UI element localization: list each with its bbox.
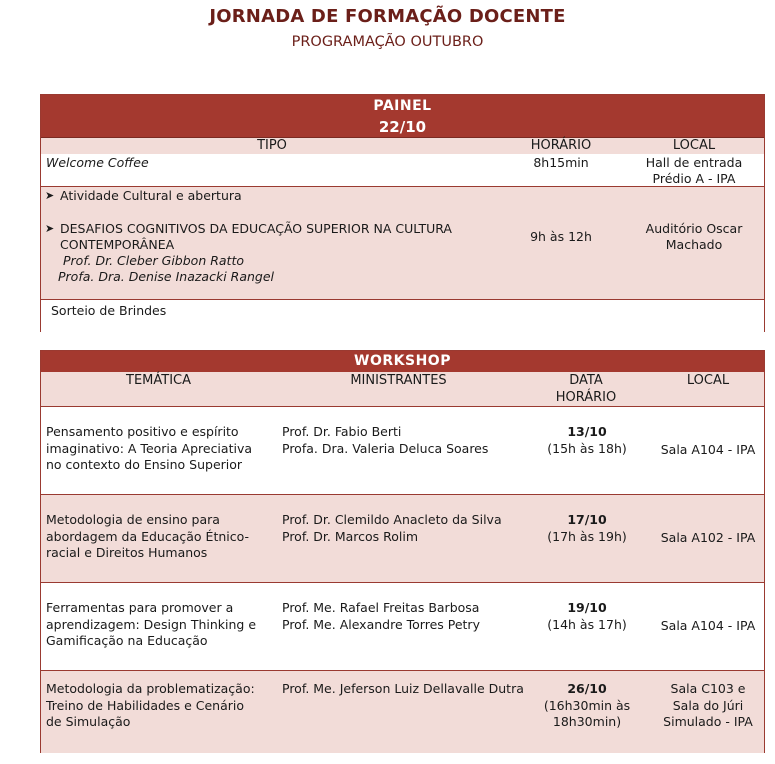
painel-label: PAINEL [373,98,432,114]
row-topic: Pensamento positivo e espírito imaginativo: A Teoria Apreciativa no contexto do Ensino Superior [46,424,252,472]
table-row [41,495,764,583]
table-row [41,154,764,187]
row-date-time: 26/10 (16h30min às 18h30min) [543,681,631,729]
column-header-horario: HORÁRIO [555,390,617,405]
row-topic: Metodologia da problematização: Treino de Habilidades e Cenário de Simulação [46,681,255,729]
column-header-tematica: TEMÁTICA [126,373,191,388]
table-row [41,407,764,495]
column-header-local: LOCAL [672,138,716,153]
row-instructors: Prof. Me. Jeferson Luiz Dellavalle Dutra [282,681,524,696]
page-title: JORNADA DE FORMAÇÃO DOCENTE [209,6,566,27]
row-date-time: 17/10 (17h às 19h) [547,512,627,544]
column-header-horario: HORÁRIO [530,138,592,153]
column-header-ministrantes: MINISTRANTES [350,373,447,388]
row-type: Sorteio de Brindes [51,303,167,318]
column-header-local: LOCAL [686,373,730,388]
row-activity-title: DESAFIOS COGNITIVOS DA EDUCAÇÃO SUPERIOR NA CULTURA [60,221,452,236]
row-local: Sala A104 - IPA [660,442,756,457]
row-local-line: Machado [665,237,723,252]
table-row [41,583,764,671]
workshop-header: WORKSHOP [41,351,764,372]
table-row [41,300,764,332]
column-header-tipo: TIPO [257,138,287,153]
row-time: 8h15min [533,155,589,170]
table-row [41,671,764,753]
page-subtitle: PROGRAMAÇÃO OUTUBRO [291,34,484,50]
row-date-time: 13/10 (15h às 18h) [547,424,627,456]
row-speaker: Prof. Dr. Cleber Gibbon Ratto [63,253,245,268]
row-local: Sala A104 - IPA [660,618,756,633]
painel-date: 22/10 [378,118,427,136]
row-activity-title: CONTEMPORÂNEA [60,237,175,252]
row-local-line: Auditório Oscar [645,221,743,236]
painel-table [40,94,765,332]
row-instructors: Prof. Dr. Clemildo Anacleto da Silva Prof. Dr. Marcos Rolim [282,512,502,544]
workshop-column-headers [41,372,764,407]
row-local-line: Prédio A - IPA [652,171,736,186]
row-topic: Metodologia de ensino para abordagem da Educação Étnico- racial e Direitos Humanos [46,512,249,560]
bullet-arrow-icon: ➤ [45,222,55,235]
row-speaker: Profa. Dra. Denise Inazacki Rangel [58,269,275,284]
row-time: 9h às 12h [530,229,592,244]
row-instructors: Prof. Dr. Fabio Berti Profa. Dra. Valeria Deluca Soares [282,424,489,456]
row-local-line: Hall de entrada [645,155,743,170]
row-activity: Atividade Cultural e abertura [60,188,242,203]
row-date-time: 19/10 (14h às 17h) [547,600,627,632]
row-local: Sala C103 e Sala do Júri Simulado - IPA [663,681,753,729]
row-local: Sala A102 - IPA [660,530,756,545]
painel-header [41,95,764,138]
bullet-arrow-icon: ➤ [45,189,55,202]
workshop-table [40,350,765,753]
row-type: Welcome Coffee [46,155,149,170]
column-header-data: DATA [569,373,603,388]
painel-column-headers [41,138,764,154]
row-topic: Ferramentas para promover a aprendizagem: Design Thinking e Gamificação na Educação [46,600,257,648]
table-row [41,187,764,300]
row-instructors: Prof. Me. Rafael Freitas Barbosa Prof. Me. Alexandre Torres Petry [282,600,480,632]
